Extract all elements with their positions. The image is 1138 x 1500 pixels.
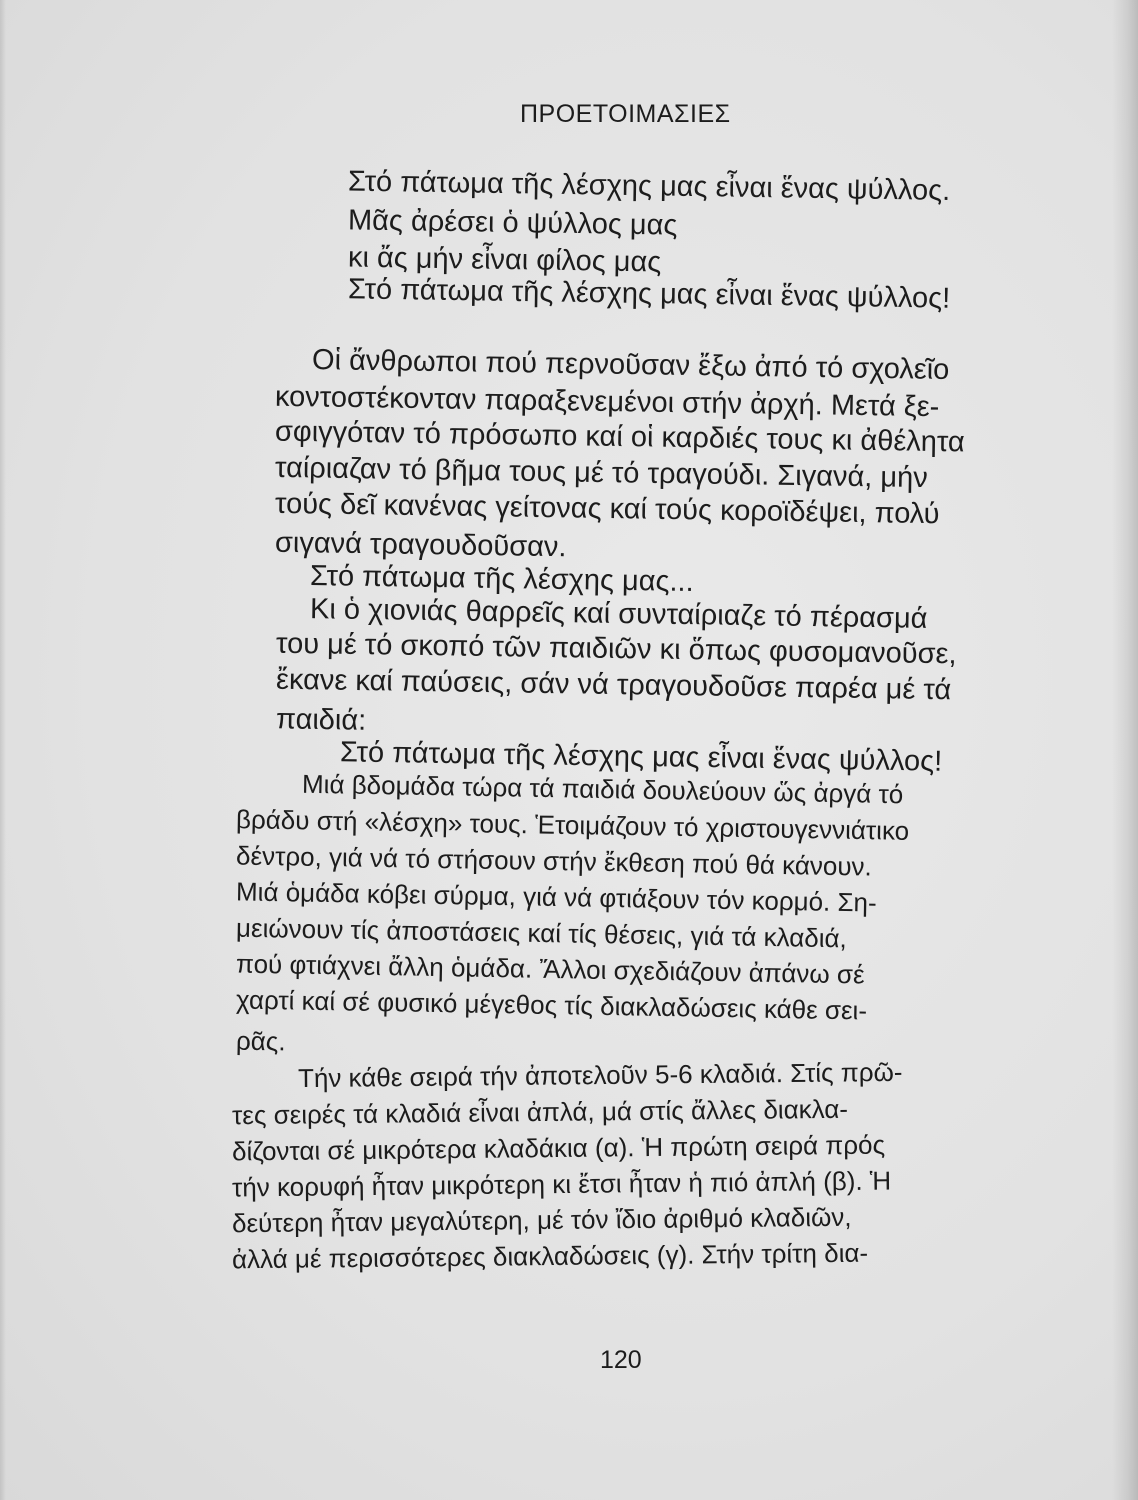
text-line: κι ἄς μήν εἶναι φίλος μας [347, 241, 662, 279]
text-line: Στό πάτωμα τῆς λέσχης μας εἶναι ἕνας ψύλλος. [347, 165, 951, 207]
text-line: του μέ τό σκοπό τῶν παιδιῶν κι ὅπως φυσομανοῦσε, [275, 627, 957, 671]
text-line: δίζονται σέ μικρότερα κλαδάκια (α). Ἡ πρώτη σειρά πρός [231, 1129, 886, 1167]
text-line: βράδυ στή «λέσχη» τους. Ἑτοιμάζουν τό χριστουγεννιάτικο [235, 804, 910, 846]
text-line: τήν κορυφή ἦταν μικρότερη κι ἔτσι ἦταν ἡ πιό ἀπλή (β). Ἡ [231, 1165, 892, 1203]
text-line: μειώνουν τίς ἀποστάσεις καί τίς θέσεις, γιά τά κλαδιά, [235, 912, 848, 954]
text-line: δεύτερη ἦταν μεγαλύτερη, μέ τόν ἴδιο ἀριθμό κλαδιῶν, [231, 1201, 852, 1239]
text-line: σιγανά τραγουδοῦσαν. [274, 526, 567, 564]
text-line: τες σειρές τά κλαδιά εἶναι ἀπλά, μά στίς ἄλλες διακλα- [231, 1093, 849, 1131]
text-line: πού φτιάχνει ἄλλη ὁμάδα. Ἄλλοι σχεδιάζουν ἀπάνω σέ [235, 948, 865, 990]
text-line: ἔκανε καί παύσεις, σάν νά τραγουδοῦσε παρέα μέ τά [275, 663, 952, 707]
text-line: σφιγγόταν τό πρόσωπο καί οἱ καρδιές τους κι ἀθέλητα [274, 415, 965, 459]
text-line: κοντοστέκονταν παραξενεμένοι στήν ἀρχή. Μετά ξε- [274, 380, 940, 424]
text-line: τούς δεῖ κανένας γείτονας καί τούς κοροϊδέψει, πολύ [274, 487, 940, 531]
text-line: Τήν κάθε σειρά τήν ἀποτελοῦν 5-6 κλαδιά. Στίς πρῶ- [297, 1056, 903, 1094]
text-line: Κι ὁ χιονιάς θαρρεῖς καί συνταίριαζε τό πέρασμά [309, 593, 928, 635]
page-number: 120 [600, 1346, 642, 1374]
text-line: Μιά βδομάδα τώρα τά παιδιά δουλεύουν ὥς ἀργά τό [301, 768, 904, 810]
text-line: χαρτί καί σέ φυσικό μέγεθος τίς διακλαδώσεις κάθε σει- [235, 984, 868, 1026]
text-line: ρᾶς. [235, 1025, 286, 1057]
text-line: ταίριαζαν τό βῆμα τους μέ τό τραγούδι. Σιγανά, μήν [274, 451, 928, 495]
text-line: ἀλλά μέ περισσότερες διακλαδώσεις (γ). Στήν τρίτη δια- [231, 1237, 869, 1275]
text-line: Οἱ ἄνθρωποι πού περνοῦσαν ἔξω ἀπό τό σχολεῖο [311, 343, 950, 387]
text-line: Στό πάτωμα τῆς λέσχης μας εἶναι ἕνας ψύλλος! [347, 273, 951, 315]
text-line: Μᾶς ἀρέσει ὁ ψύλλος μας [347, 204, 678, 242]
page-left-edge [0, 0, 6, 1500]
text-line: Στό πάτωμα τῆς λέσχης μας... [309, 559, 694, 599]
text-line: παιδιά: [275, 703, 367, 737]
chapter-header: ΠΡΟΕΤΟΙΜΑΣΙΕΣ [520, 100, 731, 128]
text-line: δέντρο, γιά νά τό στήσουν στήν ἔκθεση πού θά κάνουν. [235, 840, 873, 882]
page-gutter-shadow [1112, 0, 1138, 1500]
text-line: Μιά ὁμάδα κόβει σύρμα, γιά νά φτιάξουν τόν κορμό. Ση- [235, 876, 877, 918]
text-line: Στό πάτωμα τῆς λέσχης μας εἶναι ἕνας ψύλλος! [339, 736, 943, 778]
